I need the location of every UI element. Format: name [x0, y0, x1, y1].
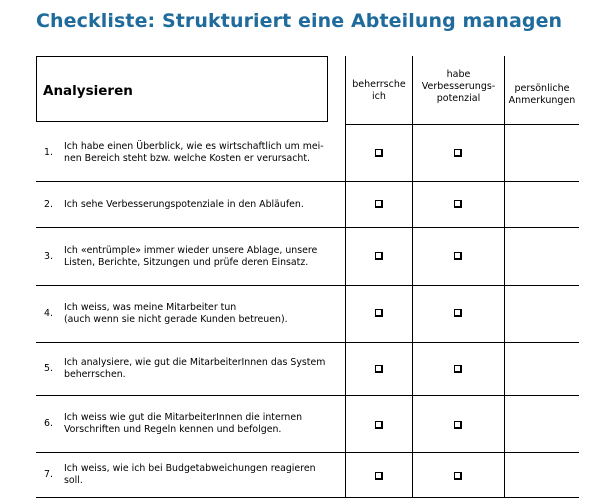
checklist-item: 5. Ich analysiere, wie gut die MitarbeiterInnen das System beherrschen. [44, 357, 326, 380]
notes-cell-5[interactable] [505, 343, 579, 395]
checkbox-potenzial-1[interactable] [454, 149, 462, 157]
checklist-item: 6. Ich weiss wie gut die MitarbeiterInnen die internen Vorschriften und Regeln kennen und befolgen. [44, 412, 303, 435]
notes-cell-2[interactable] [505, 182, 579, 227]
section-header-box [36, 56, 328, 122]
checkbox-potenzial-7[interactable] [454, 472, 462, 480]
checkbox-potenzial-3[interactable] [454, 252, 462, 260]
checkbox-beherrsche-4[interactable] [375, 309, 383, 317]
checklist-item: 2. Ich sehe Verbesserungspotenziale in den Abläufen. [44, 198, 304, 210]
notes-cell-1[interactable] [505, 125, 579, 181]
checklist-item: 1. Ich habe einen Überblick, wie es wirtschaftlich um mei- nen Bereich steht bzw. welche Kosten er verursacht. [44, 141, 324, 164]
notes-cell-6[interactable] [505, 396, 579, 452]
column-header-verbesserungspotenzial: habe Verbesserungs- potenzial [421, 69, 496, 104]
column-header-beherrsche: beherrsche ich [352, 79, 406, 102]
checkbox-beherrsche-3[interactable] [375, 252, 383, 260]
checkbox-beherrsche-6[interactable] [375, 421, 383, 429]
checkbox-beherrsche-7[interactable] [375, 472, 383, 480]
checkbox-potenzial-2[interactable] [454, 200, 462, 208]
checkbox-potenzial-4[interactable] [454, 309, 462, 317]
checkbox-beherrsche-2[interactable] [375, 200, 383, 208]
notes-cell-4[interactable] [505, 286, 579, 342]
checklist-item: 3. Ich «entrümple» immer wieder unsere Ablage, unsere Listen, Berichte, Sitzungen und prüfe deren Einsatz. [44, 244, 318, 268]
checkbox-beherrsche-5[interactable] [375, 365, 383, 373]
column-header-anmerkungen: persönliche Anmerkungen [508, 83, 576, 106]
grid-line [36, 497, 579, 498]
section-title: Analysieren [43, 83, 133, 99]
checkbox-potenzial-5[interactable] [454, 365, 462, 373]
grid-line [412, 56, 413, 498]
notes-cell-3[interactable] [505, 228, 579, 285]
checklist-item: 7. Ich weiss, wie ich bei Budgetabweichungen reagieren soll. [44, 463, 316, 486]
checkbox-potenzial-6[interactable] [454, 421, 462, 429]
page-title: Checkliste: Strukturiert eine Abteilung managen [36, 10, 563, 32]
checklist-item: 4. Ich weiss, was meine Mitarbeiter tun (auch wenn sie nicht gerade Kunden betreuen). [44, 302, 288, 325]
notes-cell-7[interactable] [505, 453, 579, 497]
grid-line [345, 56, 346, 498]
checkbox-beherrsche-1[interactable] [375, 149, 383, 157]
